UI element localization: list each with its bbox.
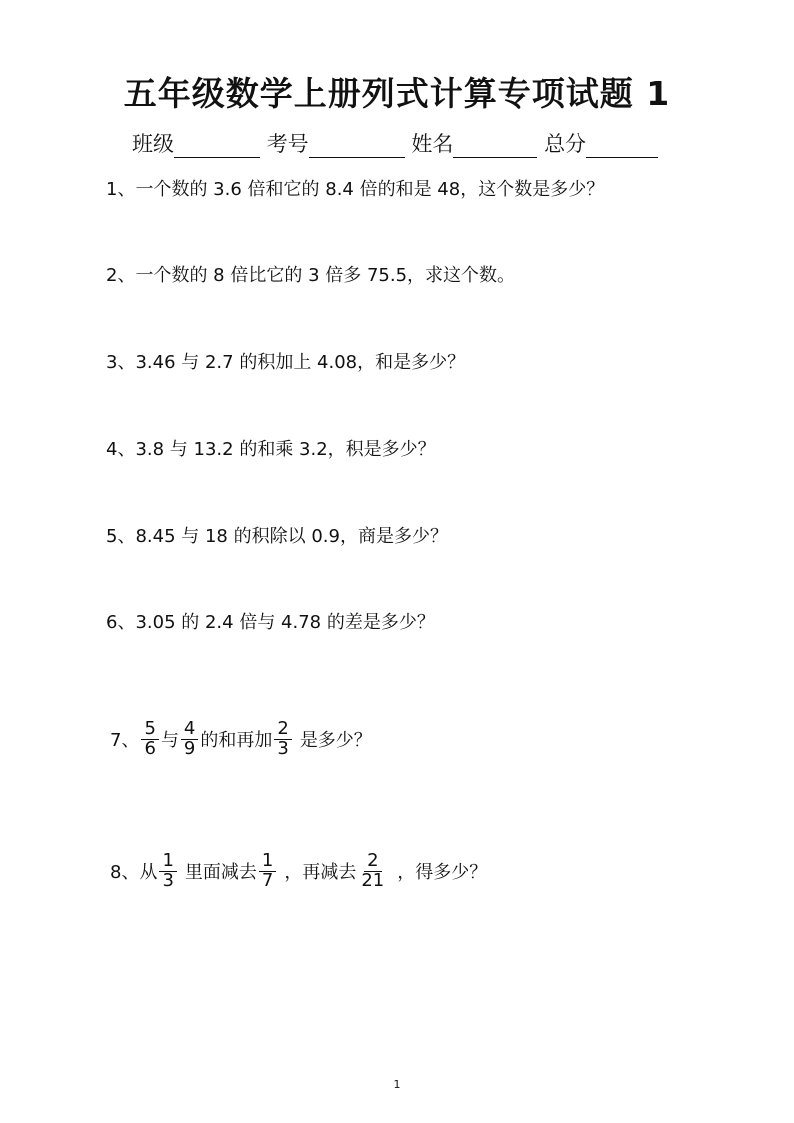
question-6: 6、3.05 的 2.4 倍与 4.78 的差是多少？ — [106, 612, 435, 633]
q8-fraction-3 — [358, 852, 387, 891]
number-label: 考号 — [266, 132, 309, 156]
question-7 — [110, 720, 372, 759]
question-3: 3、3.46 与 2.7 的积加上 4.08，和是多少？ — [106, 352, 466, 373]
q7-fraction-3 — [274, 720, 291, 759]
score-label: 总分 — [544, 132, 587, 156]
name-label: 姓名 — [411, 132, 454, 156]
q7-prefix: 7、 — [110, 730, 140, 752]
name-blank — [453, 133, 537, 158]
q8-f1-numerator: 1 — [159, 852, 176, 872]
page-number: 1 — [393, 1078, 401, 1091]
q8-prefix: 8、从 — [110, 862, 158, 884]
q8-mid-2: ，再减去 — [284, 862, 357, 884]
q8-f2-denominator: 7 — [261, 869, 274, 891]
question-5: 5、8.45 与 18 的积除以 0.9，商是多少？ — [106, 526, 448, 547]
q8-f2-numerator: 1 — [259, 852, 276, 872]
q7-f3-numerator: 2 — [274, 720, 291, 740]
number-blank — [309, 133, 405, 158]
question-2: 2、一个数的 8 倍比它的 3 倍多 75.5，求这个数。 — [106, 265, 516, 286]
q7-suffix: 是多少？ — [299, 730, 372, 752]
page-title: 五年级数学上册列式计算专项试题 1 — [123, 74, 671, 113]
question-8 — [110, 852, 487, 891]
class-label: 班级 — [132, 132, 174, 156]
question-4: 4、3.8 与 13.2 的和乘 3.2，积是多少？ — [106, 439, 436, 460]
q8-f3-numerator: 2 — [364, 852, 381, 872]
q7-f1-denominator: 6 — [144, 737, 156, 759]
student-info-line — [132, 128, 658, 158]
question-1: 1、一个数的 3.6 倍和它的 8.4 倍的和是 48，这个数是多少？ — [106, 179, 605, 200]
q8-f3-denominator: 21 — [361, 869, 385, 891]
q7-f2-numerator: 4 — [181, 720, 198, 740]
q7-f2-denominator: 9 — [183, 737, 196, 759]
q8-fraction-1 — [159, 852, 176, 891]
q8-f1-denominator: 3 — [162, 869, 174, 891]
q7-fraction-2 — [181, 720, 198, 759]
q7-f3-denominator: 3 — [277, 737, 289, 759]
q7-f1-numerator: 5 — [141, 720, 158, 740]
q7-mid-1: 与 — [160, 730, 179, 752]
q8-fraction-2 — [259, 852, 276, 891]
score-blank — [586, 133, 658, 158]
class-blank — [174, 133, 260, 158]
q7-fraction-1 — [141, 720, 158, 759]
q7-mid-2: 的和再加 — [200, 730, 273, 752]
q8-mid-1: 里面减去 — [184, 862, 257, 884]
q8-suffix: ，得多少？ — [397, 862, 488, 884]
